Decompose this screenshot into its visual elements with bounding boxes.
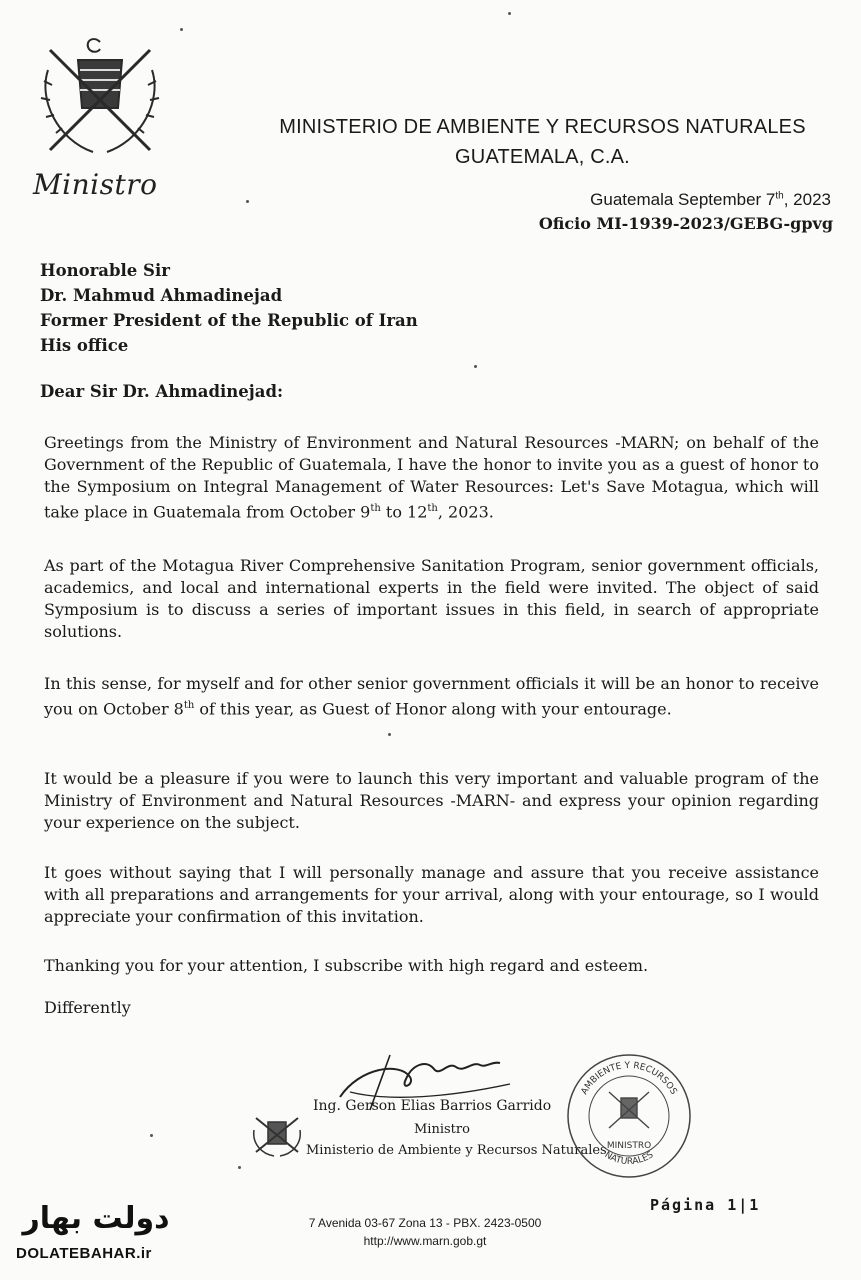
addressee-name: Dr. Mahmud Ahmadinejad [40, 286, 283, 305]
paragraph-program: As part of the Motagua River Comprehensive Sanitation Program, senior government officials, academics, and local and international experts in the field were invited. The object of said Symposium is to discuss a series of important issues in this field, in search of appropriate solutions. [44, 556, 819, 641]
scan-speck [150, 1134, 153, 1137]
guatemala-coat-of-arms-icon [30, 30, 170, 165]
svg-text:NATURALES [603, 1150, 656, 1167]
signer-institution: Ministerio de Ambiente y Recursos Naturales [306, 1143, 607, 1158]
ministry-country: GUATEMALA, C.A. [455, 146, 630, 168]
ministro-script-label: Ministro [33, 168, 158, 201]
seal-center-text: MINISTRO [606, 1141, 652, 1151]
watermark-logo-text: دولت بهار [22, 1201, 170, 1236]
ministry-address: 7 Avenida 03-67 Zona 13 - PBX. 2423-0500 [308, 1216, 542, 1230]
paragraph-assistance: It goes without saying that I will personally manage and assure that you receive assistance with all preparations and arrangements for your arrival, along with your entourage, so I would appreciate your confirmation of this invitation. [44, 863, 819, 926]
ministry-website: http://www.marn.gob.gt [363, 1234, 487, 1248]
paragraph-launch: It would be a pleasure if you were to launch this very important and valuable program of the Ministry of Environment and Natural Resources -MARN- and express your opinion regarding your experience on the subject. [44, 769, 819, 832]
addressee-honorific: Honorable Sir [40, 261, 170, 280]
page-number: Página 1|1 [650, 1196, 761, 1214]
watermark-site: DOLATEBAHAR.ir [16, 1245, 152, 1262]
signer-title: Ministro [414, 1122, 470, 1137]
paragraph-closing: Thanking you for your attention, I subscribe with high regard and esteem. [44, 956, 649, 975]
signer-name: Ing. Gerson Elias Barrios Garrido [313, 1098, 552, 1114]
reference-number: Oficio MI-1939-2023/GEBG-gpvg [538, 214, 833, 233]
paragraph-honor: In this sense, for myself and for other senior government officials it will be an honor to receive you on October 8th of this year, as Guest of Honor along with your entourage. [44, 674, 819, 719]
addressee-block [40, 258, 418, 358]
scan-speck [474, 365, 477, 368]
addressee-office: His office [40, 336, 129, 355]
scan-speck [180, 28, 183, 31]
seal-ring-bottom-text: NATURALES [602, 1150, 656, 1168]
paragraph-invitation: Greetings from the Ministry of Environment and Natural Resources -MARN; on behalf of the Government of the Republic of Guatemala, I have the honor to invite you as a guest of honor to the Symposium on Integral Management of Water Resources: Let's Save Motagua, which will take place in Guatemala from October 9th to 12th, 2023. [44, 433, 819, 522]
closing-word: Differently [44, 998, 131, 1017]
ministry-title [250, 112, 835, 172]
scan-speck [246, 200, 249, 203]
scan-speck [508, 12, 511, 15]
official-round-seal [565, 1052, 693, 1180]
addressee-title: Former President of the Republic of Iran [40, 311, 418, 330]
ministry-name: MINISTERIO DE AMBIENTE Y RECURSOS NATURALES [279, 116, 806, 138]
salutation: Dear Sir Dr. Ahmadinejad: [40, 382, 284, 401]
dolatebahar-logo-icon [12, 1196, 180, 1238]
small-coat-of-arms-icon [248, 1110, 306, 1160]
scan-speck [388, 733, 391, 736]
letter-date: Guatemala September 7th, 2023 [590, 190, 831, 209]
scan-speck [238, 1166, 241, 1169]
seal-ring-top-text: AMBIENTE Y RECURSOS [579, 1060, 679, 1097]
